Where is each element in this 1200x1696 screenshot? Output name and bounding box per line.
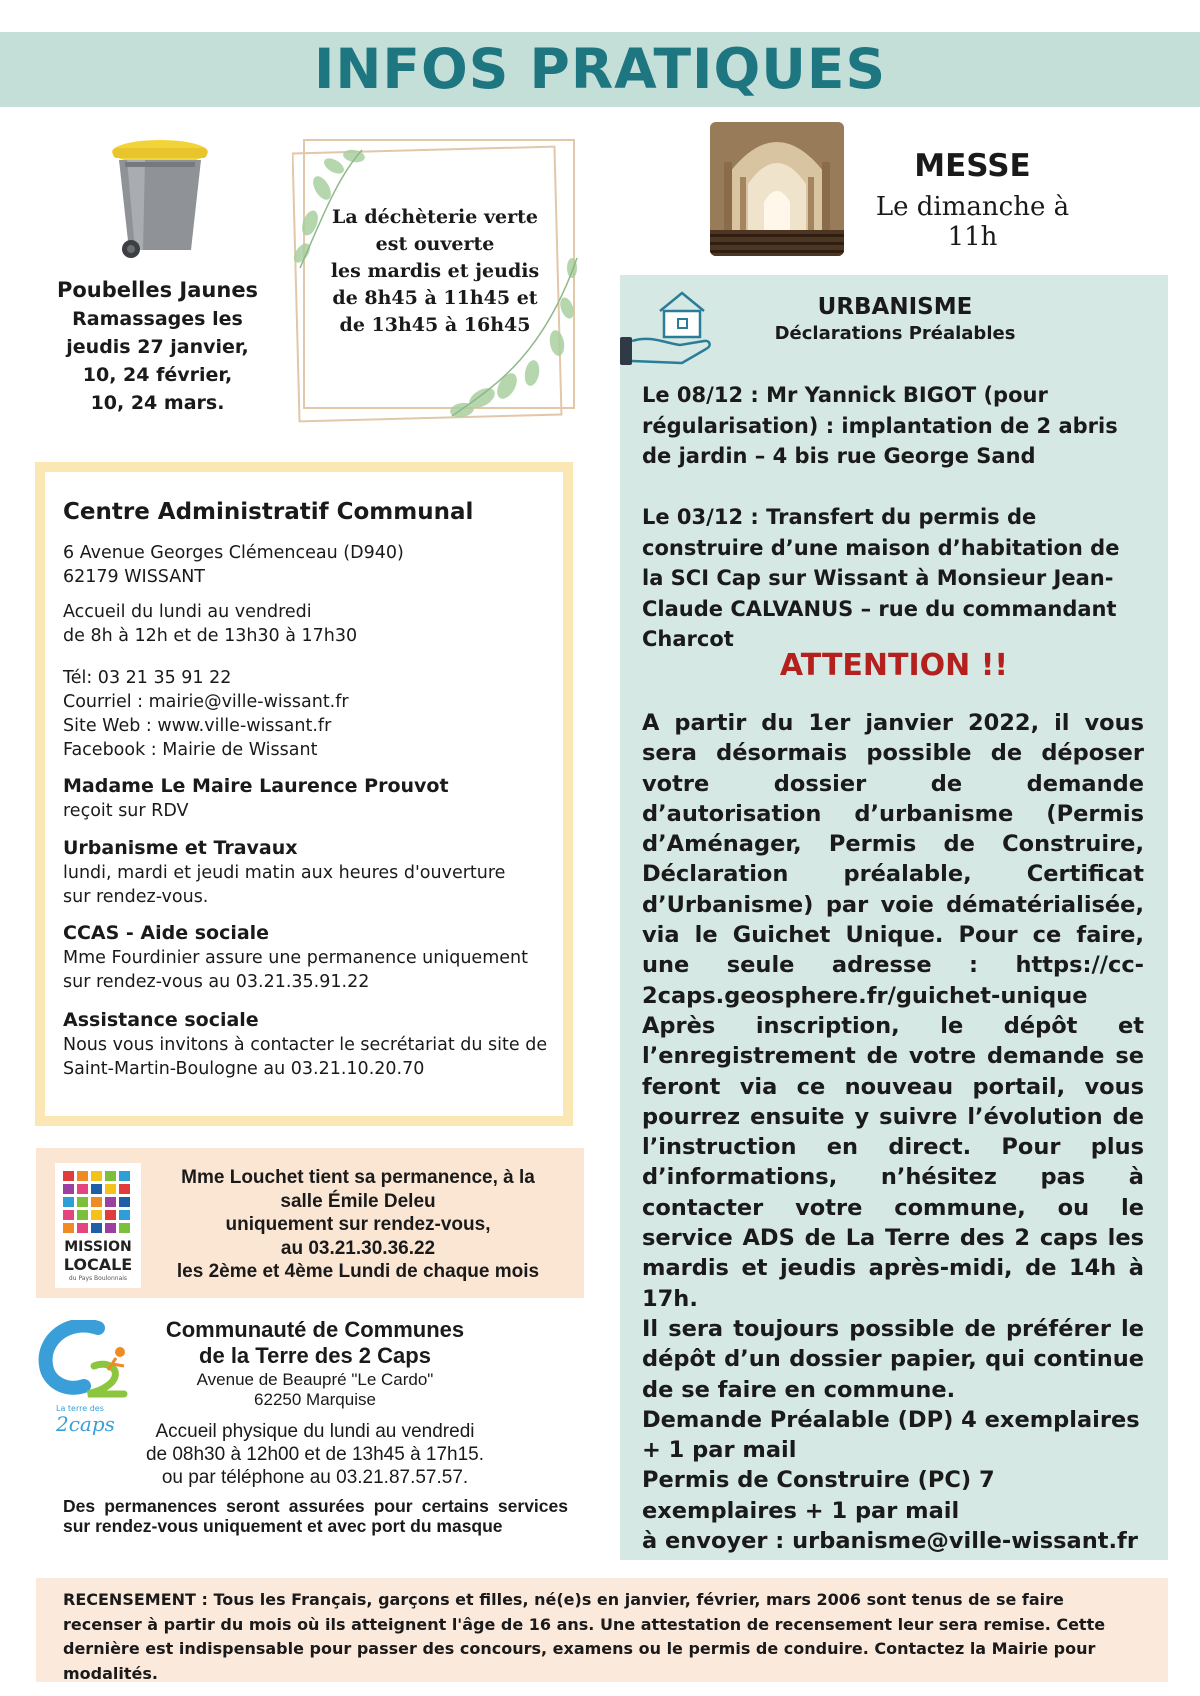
logo-text: du Pays Boulonnais xyxy=(68,1275,128,1282)
email-line: Courriel : mairie@ville-wissant.fr xyxy=(63,692,349,712)
urbanisme-travaux-block xyxy=(63,835,573,909)
urbanisme-entry: Le 03/12 : Transfert du permis de construire d’une maison d’habitation de la SCI Cap sur Wissant à Monsieur Jean-Claude CALVANUS – rue du commandant Charcot xyxy=(642,505,1120,651)
phone-line: Tél: 03 21 35 91 22 xyxy=(63,668,232,688)
logo-tile xyxy=(91,1171,102,1181)
website-line: Site Web : www.ville-wissant.fr xyxy=(63,716,332,736)
poubelles-line: 10, 24 mars. xyxy=(90,392,225,414)
ccas-title: CCAS - Aide sociale xyxy=(63,922,270,944)
attention-paragraph: Il sera toujours possible de préférer le dépôt d’un dossier papier, qui continue de se faire en commune. xyxy=(642,1315,1144,1403)
cc-address-line: Avenue de Beaupré "Le Cardo" xyxy=(196,1370,434,1389)
attention-body xyxy=(642,708,1144,1556)
ccas-block xyxy=(63,920,573,994)
logo-tile xyxy=(105,1171,116,1181)
mission-locale-text xyxy=(148,1166,568,1284)
logo-text: LOCALE xyxy=(63,1255,133,1274)
attention-paragraph: Après inscription, le dépôt et l’enregistrement de votre demande se feront via ce nouveau portail, vous pourrez ensuite y suivre l’évolution de l’instruction en direct. Pour plus d’informations, n’hésitez pas à contacter votre commune, ou le service ADS de La Terre des 2 caps les mardis et jeudis après-midi, de 14h à 17h. xyxy=(642,1012,1144,1312)
logo-text: 2caps xyxy=(56,1412,115,1436)
cc-title xyxy=(140,1317,490,1369)
centre-address xyxy=(63,541,573,589)
centre-contacts xyxy=(63,666,573,762)
poubelles-line: Ramassages les xyxy=(72,308,243,330)
decheterie-line: La déchèterie verte xyxy=(332,206,538,228)
cc-title-line: Communauté de Communes xyxy=(165,1317,465,1342)
logo-text: La terre des xyxy=(56,1404,104,1413)
logo-tile xyxy=(119,1171,130,1181)
cc-accueil-line: de 08h30 à 12h00 et de 13h45 à 17h15. xyxy=(145,1444,485,1465)
mission-line: les 2ème et 4ème Lundi de chaque mois xyxy=(176,1261,540,1282)
mission-line: uniquement sur rendez-vous, xyxy=(225,1214,491,1235)
attention-paragraph: à envoyer : urbanisme@ville-wissant.fr xyxy=(642,1528,1138,1555)
urbanisme-travaux-title: Urbanisme et Travaux xyxy=(63,837,298,859)
logo-tile xyxy=(77,1171,88,1181)
poubelles-line: jeudis 27 janvier, xyxy=(66,336,249,358)
logo-tile xyxy=(119,1197,130,1207)
attention-paragraph: Permis de Construire (PC) 7 exemplaires + 1 par mail xyxy=(642,1467,995,1524)
facebook-line: Facebook : Mairie de Wissant xyxy=(63,740,318,760)
church-interior-image xyxy=(710,122,844,256)
logo-text: MISSION xyxy=(64,1239,132,1255)
assistance-line: Nous vous invitons à contacter le secrétariat du site de xyxy=(63,1035,548,1055)
decheterie-line: de 8h45 à 11h45 et xyxy=(332,287,538,309)
messe-title: MESSE xyxy=(914,148,1031,184)
attention-paragraph: A partir du 1er janvier 2022, il vous sera désormais possible de déposer votre dossier de demande d’autorisation d’urbanisme (Permis d’Aménager, Permis de Construire, Déclaration préalable, Certificat d’Urbanisme) par voie dématérialisée, via le Guichet Unique. Pour ce faire, une seule adresse : https://cc-2caps.geosphere.fr/guichet-unique xyxy=(642,710,1144,1009)
maire-block xyxy=(63,773,573,823)
trash-bin-icon xyxy=(105,138,215,263)
logo-tile xyxy=(77,1197,88,1207)
messe-schedule: Le dimanche à 11h xyxy=(875,192,1070,252)
attention-heading: ATTENTION !! xyxy=(779,648,1009,683)
logo-tile xyxy=(63,1223,74,1233)
cc-accueil-line: ou par téléphone au 03.21.87.57.57. xyxy=(161,1467,469,1488)
logo-tile xyxy=(119,1184,130,1194)
page-title: INFOS PRATIQUES xyxy=(313,37,887,101)
logo-tile xyxy=(77,1184,88,1194)
logo-tile xyxy=(63,1171,74,1181)
address-line: 6 Avenue Georges Clémenceau (D940) xyxy=(63,543,404,563)
logo-tile xyxy=(119,1210,130,1220)
cc-accueil xyxy=(100,1420,530,1489)
assistance-block xyxy=(63,1007,573,1081)
mission-line: salle Émile Deleu xyxy=(280,1190,436,1212)
decheterie-line: les mardis et jeudis xyxy=(330,260,540,282)
poubelles-line: 10, 24 février, xyxy=(82,364,233,386)
cc-permanences: Des permanences seront assurées pour certains services sur rendez-vous uniquement et avec port du masque xyxy=(63,1496,568,1536)
logo-tile xyxy=(91,1223,102,1233)
mission-line: au 03.21.30.36.22 xyxy=(280,1237,436,1259)
terre-des-2-caps-logo xyxy=(38,1320,133,1435)
logo-tile xyxy=(119,1223,130,1233)
decheterie-line: de 13h45 à 16h45 xyxy=(339,314,531,336)
urbanisme-travaux-line: lundi, mardi et jeudi matin aux heures d'ouverture xyxy=(63,863,506,883)
assistance-title: Assistance sociale xyxy=(63,1009,259,1031)
logo-tile xyxy=(105,1210,116,1220)
mission-line: Mme Louchet tient sa permanence, à la xyxy=(181,1167,535,1188)
ccas-line: Mme Fourdinier assure une permanence uniquement xyxy=(63,948,528,968)
centre-title: Centre Administratif Communal xyxy=(63,499,474,525)
logo-tile xyxy=(77,1210,88,1220)
logo-tile xyxy=(91,1197,102,1207)
maire-text: reçoit sur RDV xyxy=(63,801,189,821)
urbanisme-subtitle: Déclarations Préalables xyxy=(774,323,1016,344)
assistance-line: Saint-Martin-Boulogne au 03.21.10.20.70 xyxy=(63,1059,425,1079)
urbanisme-entry: Le 08/12 : Mr Yannick BIGOT (pour régularisation) : implantation de 2 abris de jardin – 4 bis rue George Sand xyxy=(642,383,1118,468)
logo-tile xyxy=(63,1197,74,1207)
logo-tile xyxy=(105,1184,116,1194)
cc-address xyxy=(140,1370,490,1410)
recensement-text: RECENSEMENT : Tous les Français, garçons et filles, né(e)s en janvier, février, mars 2006 sont tenus de se faire recenser à partir du mois où ils atteignent l'âge de 16 ans. Une attestation de recensement leur sera remise. Cette dernière est indispensable pour passer des concours, examens ou le permis de conduire. Contactez la Mairie pour modalités. xyxy=(63,1590,1106,1683)
urbanisme-travaux-line: sur rendez-vous. xyxy=(63,887,209,907)
address-line: 62179 WISSANT xyxy=(63,567,205,587)
logo-tile xyxy=(63,1184,74,1194)
centre-hours xyxy=(63,600,573,648)
house-in-hand-icon xyxy=(620,283,720,368)
hours-line: de 8h à 12h et de 13h30 à 17h30 xyxy=(63,626,358,646)
logo-tile xyxy=(63,1210,74,1220)
poubelles-title: Poubelles Jaunes xyxy=(56,278,259,302)
urbanisme-title: URBANISME xyxy=(817,294,973,320)
logo-tile xyxy=(91,1210,102,1220)
logo-tile xyxy=(77,1223,88,1233)
decheterie-text xyxy=(305,204,565,339)
poubelles-section xyxy=(40,275,275,417)
hours-line: Accueil du lundi au vendredi xyxy=(63,602,312,622)
attention-paragraph: Demande Préalable (DP) 4 exemplaires + 1 par mail xyxy=(642,1406,1140,1464)
cc-accueil-line: Accueil physique du lundi au vendredi xyxy=(155,1421,475,1442)
maire-title: Madame Le Maire Laurence Prouvot xyxy=(63,775,449,797)
cc-title-line: de la Terre des 2 Caps xyxy=(199,1343,431,1368)
decheterie-line: est ouverte xyxy=(375,233,495,255)
cc-address-line: 62250 Marquise xyxy=(254,1390,376,1409)
mission-locale-logo xyxy=(55,1163,141,1288)
ccas-line: sur rendez-vous au 03.21.35.91.22 xyxy=(63,972,370,992)
logo-tile xyxy=(105,1223,116,1233)
logo-tile xyxy=(91,1184,102,1194)
logo-tile xyxy=(105,1197,116,1207)
